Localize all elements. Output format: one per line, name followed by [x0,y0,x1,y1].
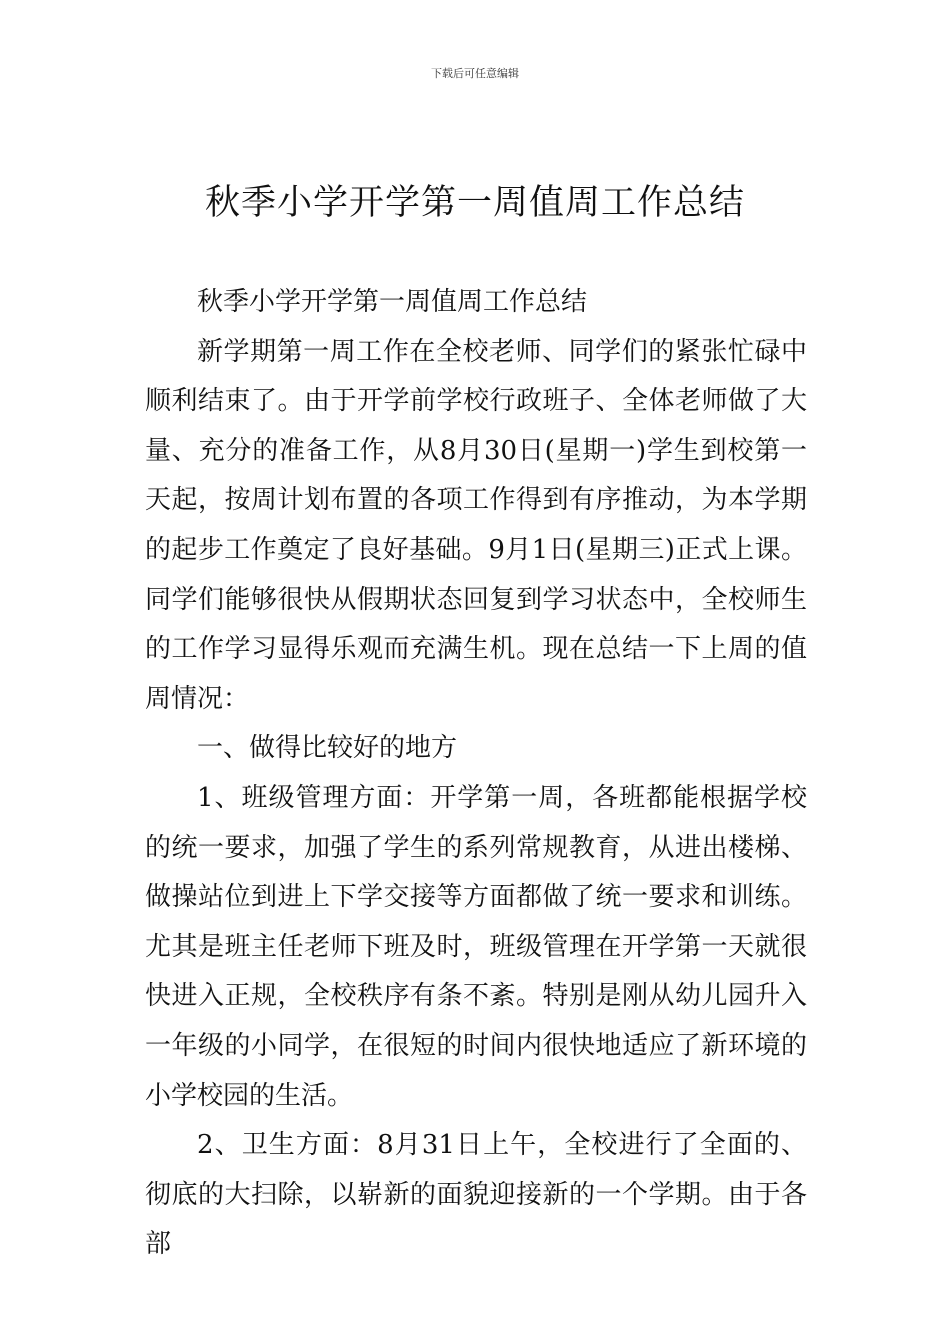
paragraph-intro: 新学期第一周工作在全校老师、同学们的紧张忙碌中顺利结束了。由于开学前学校行政班子、全体老师做了大量、充分的准备工作，从8月30日(星期一)学生到校第一天起，按周计划布置的各项工作得到有序推动，为本学期的起步工作奠定了良好基础。9月1日(星期三)正式上课。同学们能够很快从假期状态回复到学习状态中，全校师生的工作学习显得乐观而充满生机。现在总结一下上周的值周情况： [145,336,807,714]
document-title: 秋季小学开学第一周值周工作总结 [204,183,745,223]
paragraph-hygiene: 2、卫生方面：8月31日上午，全校进行了全面的、彻底的大扫除，以崭新的面貌迎接新的一个学期。由于各部 [145,1130,807,1260]
paragraph-subtitle: 秋季小学开学第一周值周工作总结 [197,287,588,317]
paragraph-class-management: 1、班级管理方面：开学第一周，各班都能根据学校的统一要求，加强了学生的系列常规教育，从进出楼梯、做操站位到进上下学交接等方面都做了统一要求和训练。尤其是班主任老师下班及时，班级管理在开学第一天就很快进入正规，全校秩序有条不紊。特别是刚从幼儿园升入一年级的小同学，在很短的时间内很快地适应了新环境的小学校园的生活。 [145,782,807,1111]
section-heading: 一、做得比较好的地方 [197,733,458,764]
header-note: 下载后可任意编辑 [431,67,519,80]
document-body [145,278,807,1270]
